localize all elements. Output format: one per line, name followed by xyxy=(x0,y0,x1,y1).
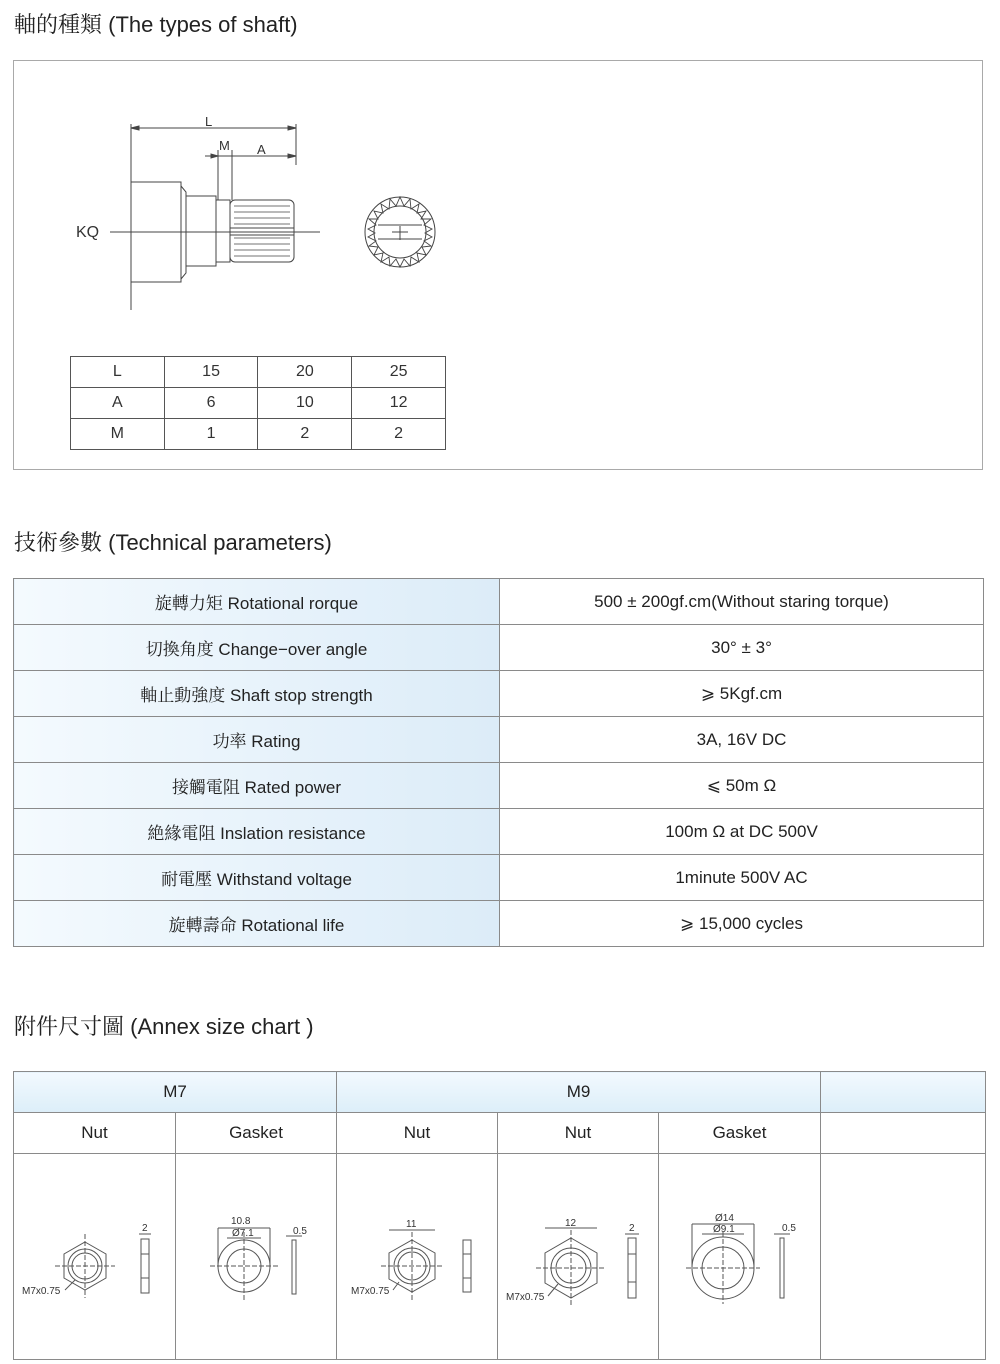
param-label: 切換角度 Change−over angle xyxy=(14,625,500,671)
m7-gasket-drawing xyxy=(176,1154,336,1354)
m7-nut-thread: M7x0.75 xyxy=(21,1286,60,1297)
group-header-m9: M9 xyxy=(337,1072,821,1113)
table-cell: 25 xyxy=(352,357,446,388)
group-header-m7: M7 xyxy=(14,1072,337,1113)
table-cell: 1 xyxy=(164,419,258,450)
table-row xyxy=(14,809,984,855)
param-label: 耐電壓 Withstand voltage xyxy=(14,855,500,901)
table-row xyxy=(14,717,984,763)
table-cell: 10 xyxy=(258,388,352,419)
m7-nut-drawing-cell xyxy=(14,1154,176,1360)
table-row xyxy=(14,763,984,809)
param-value: 100m Ω at DC 500V xyxy=(500,809,984,855)
m9-gasket-drawing-cell xyxy=(659,1154,821,1360)
table-row xyxy=(14,1154,986,1360)
param-label: 軸止動強度 Shaft stop strength xyxy=(14,671,500,717)
row-header-a: A xyxy=(71,388,165,419)
param-label: 接觸電阻 Rated power xyxy=(14,763,500,809)
table-row xyxy=(71,357,446,388)
empty-column-header xyxy=(821,1113,986,1154)
param-value: ⩾ 15,000 cycles xyxy=(500,901,984,947)
m7-gasket-outer: 10.8 xyxy=(231,1216,251,1227)
technical-parameters-table xyxy=(13,578,984,947)
table-row xyxy=(14,625,984,671)
param-label: 功率 Rating xyxy=(14,717,500,763)
param-label: 旋轉力矩 Rotational rorque xyxy=(14,579,500,625)
m7-nut-thickness: 2 xyxy=(141,1223,148,1234)
param-value: ⩽ 50m Ω xyxy=(500,763,984,809)
table-cell: 15 xyxy=(164,357,258,388)
m7-nut-drawing xyxy=(15,1154,175,1354)
table-cell: 20 xyxy=(258,357,352,388)
shaft-section-title: 軸的種類 (The types of shaft) xyxy=(14,12,298,37)
column-header: Nut xyxy=(498,1113,659,1154)
table-cell: 12 xyxy=(352,388,446,419)
param-value: 500 ± 200gf.cm(Without staring torque) xyxy=(500,579,984,625)
shaft-dimension-table xyxy=(70,356,446,450)
shaft-type-label: KQ xyxy=(76,224,100,241)
table-cell: 2 xyxy=(352,419,446,450)
table-row xyxy=(71,388,446,419)
param-label: 絶緣電阻 Inslation resistance xyxy=(14,809,500,855)
m9-nut-b-drawing-cell xyxy=(498,1154,659,1360)
dim-m-label: M xyxy=(219,138,230,153)
param-value: ⩾ 5Kgf.cm xyxy=(500,671,984,717)
annex-size-table xyxy=(13,1071,986,1360)
param-label: 旋轉壽命 Rotational life xyxy=(14,901,500,947)
m9-nut-b-drawing xyxy=(498,1154,658,1354)
dim-l-label: L xyxy=(205,114,213,129)
column-header: Nut xyxy=(337,1113,498,1154)
m9-nut-b-thickness: 2 xyxy=(629,1223,635,1234)
m7-gasket-drawing-cell xyxy=(176,1154,337,1360)
param-value: 3A, 16V DC xyxy=(500,717,984,763)
table-row xyxy=(14,901,984,947)
empty-drawing-cell xyxy=(821,1154,986,1360)
m7-gasket-thickness: 0.5 xyxy=(293,1226,307,1237)
m9-nut-a-thread: M7x0.75 xyxy=(351,1286,390,1297)
m9-nut-b-thread: M7x0.75 xyxy=(506,1292,545,1303)
m9-nut-a-width: 11 xyxy=(406,1219,417,1230)
m7-gasket-inner: Ø7.1 xyxy=(232,1228,254,1239)
m9-gasket-drawing xyxy=(660,1154,820,1354)
table-cell: 6 xyxy=(164,388,258,419)
row-header-m: M xyxy=(71,419,165,450)
table-row xyxy=(14,1113,986,1154)
table-row xyxy=(71,419,446,450)
table-row xyxy=(14,579,984,625)
m9-nut-b-width: 12 xyxy=(565,1218,577,1229)
column-header: Gasket xyxy=(659,1113,821,1154)
row-header-l: L xyxy=(71,357,165,388)
table-row xyxy=(14,671,984,717)
dim-a-label: A xyxy=(257,142,266,157)
m9-nut-a-drawing xyxy=(337,1154,497,1354)
m9-gasket-outer: Ø14 xyxy=(714,1213,734,1224)
column-header: Nut xyxy=(14,1113,176,1154)
table-cell: 2 xyxy=(258,419,352,450)
m9-gasket-inner: Ø9.1 xyxy=(712,1224,735,1235)
table-row xyxy=(14,855,984,901)
param-value: 1minute 500V AC xyxy=(500,855,984,901)
m9-nut-a-drawing-cell xyxy=(337,1154,498,1360)
param-value: 30° ± 3° xyxy=(500,625,984,671)
tech-section-title: 技術參數 (Technical parameters) xyxy=(14,530,332,555)
annex-section-title: 附件尺寸圖 (Annex size chart ) xyxy=(14,1014,314,1039)
m9-gasket-thickness: 0.5 xyxy=(781,1223,796,1234)
table-row xyxy=(14,1072,986,1113)
column-header: Gasket xyxy=(176,1113,337,1154)
empty-header xyxy=(821,1072,986,1113)
